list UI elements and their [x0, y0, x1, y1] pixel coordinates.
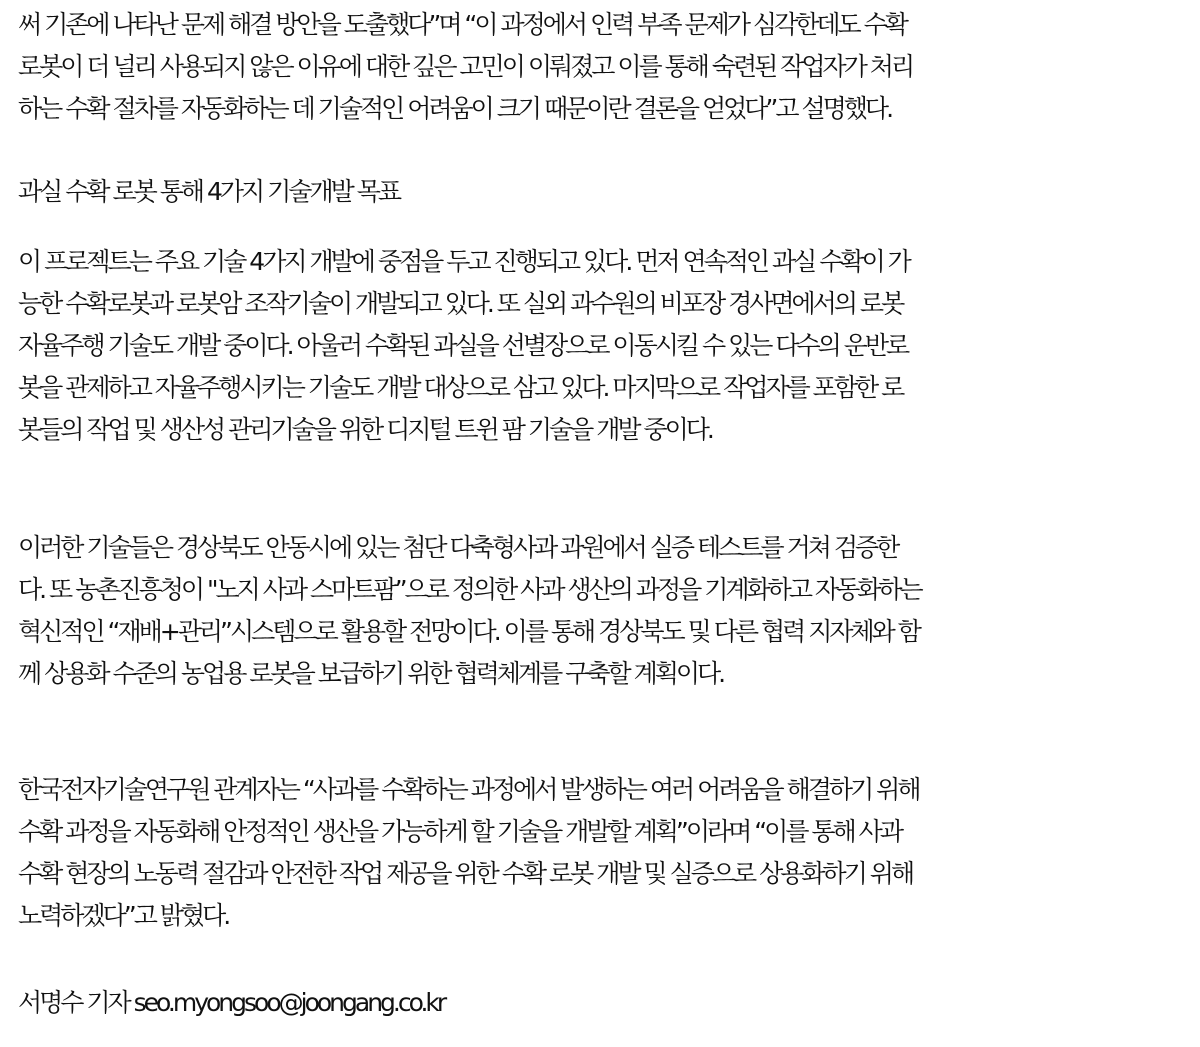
text-line: 하는 수확 절차를 자동화하는 데 기술적인 어려움이 크기 때문이란 결론을 얻었다”고 설명했다. [18, 94, 892, 123]
paragraph-1 [18, 4, 1198, 130]
text-line: 노력하겠다”고 밝혔다. [18, 901, 229, 930]
text-line: 봇을 관제하고 자율주행시키는 기술도 개발 대상으로 삼고 있다. 마지막으로 작업자를 포함한 로 [18, 373, 903, 402]
byline-text: 서명수 기자 seo.myongsoo@joongang.co.kr [18, 988, 445, 1017]
text-line: 수확 현장의 노동력 절감과 안전한 작업 제공을 위한 수확 로봇 개발 및 실증으로 상용화하기 위해 [18, 859, 913, 888]
subheading-text: 과실 수확 로봇 통해 4가지 기술개발 목표 [18, 177, 399, 206]
paragraph-4 [18, 769, 1198, 937]
byline [18, 982, 1198, 1024]
text-line: 께 상용화 수준의 농업용 로봇을 보급하기 위한 협력체계를 구축할 계획이다. [18, 659, 724, 688]
text-line: 다. 또 농촌진흥청이 "노지 사과 스마트팜”으로 정의한 사과 생산의 과정을 기계화하고 자동화하는 [18, 575, 921, 604]
text-line: 봇들의 작업 및 생산성 관리기술을 위한 디지털 트윈 팜 기술을 개발 중이다. [18, 415, 712, 444]
text-line: 수확 과정을 자동화해 안정적인 생산을 가능하게 할 기술을 개발할 계획”이라며 “이를 통해 사과 [18, 817, 901, 846]
text-line: 자율주행 기술도 개발 중이다. 아울러 수확된 과실을 선별장으로 이동시킬 수 있는 다수의 운반로 [18, 331, 908, 360]
paragraph-2 [18, 241, 1198, 451]
text-line: 이 프로젝트는 주요 기술 4가지 개발에 중점을 두고 진행되고 있다. 먼저 연속적인 과실 수확이 가 [18, 247, 909, 276]
text-line: 한국전자기술연구원 관계자는 “사과를 수확하는 과정에서 발생하는 여러 어려움을 해결하기 위해 [18, 775, 919, 804]
text-line: 로봇이 더 널리 사용되지 않은 이유에 대한 깊은 고민이 이뤄졌고 이를 통해 숙련된 작업자가 처리 [18, 52, 913, 81]
text-line: 이러한 기술들은 경상북도 안동시에 있는 첨단 다축형사과 과원에서 실증 테스트를 거쳐 검증한 [18, 533, 898, 562]
text-line: 써 기존에 나타난 문제 해결 방안을 도출했다”며 “이 과정에서 인력 부족 문제가 심각한데도 수확 [18, 10, 906, 39]
section-subheading [18, 171, 1198, 213]
text-line: 혁신적인 “재배+관리”시스템으로 활용할 전망이다. 이를 통해 경상북도 및 다른 협력 지자체와 함 [18, 617, 919, 646]
paragraph-3 [18, 527, 1198, 695]
text-line: 능한 수확로봇과 로봇암 조작기술이 개발되고 있다. 또 실외 과수원의 비포장 경사면에서의 로봇 [18, 289, 903, 318]
